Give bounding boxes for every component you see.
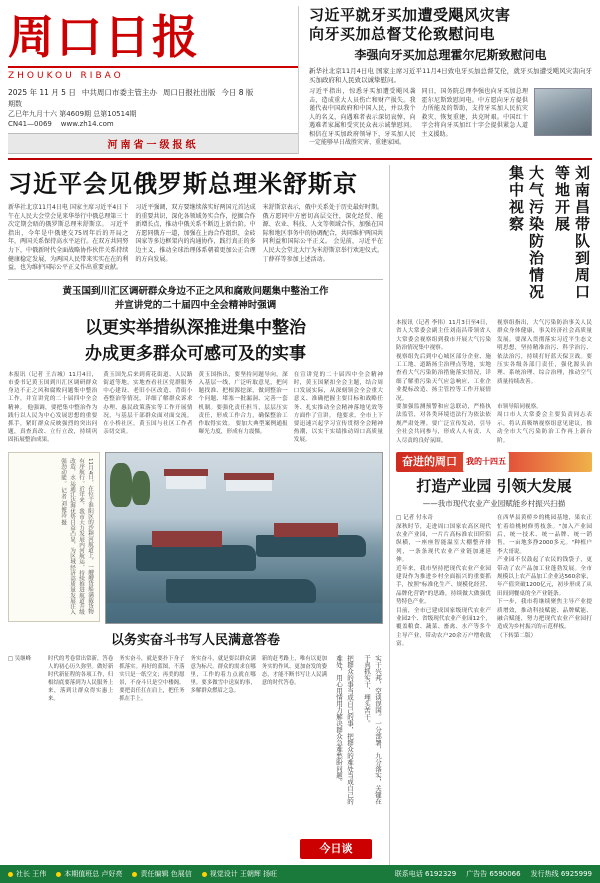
lead-col2: 习近平强调，双方要继续落实好两国元首达成的重要共识，深化各领域务实合作，挖掘合作新增长点，推动中俄关系不断迈上新台阶。中方愿同俄方一道，加强在上海合作组织、金砖国家等多边框架内的沟通协作，践行真正的多边主义，推动全球治理体系朝着更加公正合理的方向发展。 [135,204,256,263]
masthead-publisher: 周口日报社出版 [162,88,216,97]
right-body-top [396,319,592,403]
photo-caption: 11月4日，在位于淮阳区的沙颍河航道上，一艘艘货船满载货物有序航行。近年来，我市大力发展内河航运，持续推进航道升级改造，水运通江达海优势日益凸显，为区域经济高质量发展注入强劲动能。 记者 刘俊涛 摄 [8,452,100,622]
promo-body [396,514,592,649]
right-body-6: 周口市人大常委会主要负责同志表示，将认真吸纳视察组意见建议，推动全市大气污染防治工作再上新台阶。 [497,412,592,444]
bottom-headline: 以务实奋斗书写人民满意答卷 [110,632,280,648]
top-headline-columns [309,88,592,148]
second-kicker-line2: 并宣讲党的二十届四中全会精神时强调 [114,299,277,311]
right-body-bottom [396,403,592,445]
bullet-icon [132,872,137,877]
second-col3: 黄玉国指出，要坚持问题导向，深入基层一线，广泛听取意见，把问题找准、把根源挖深，做到整治一个问题、堵塞一批漏洞、完善一套机制。要强化责任担当，层层压实责任，形成工作合力，确保整治工作取得实效。 要加大典型案例通报曝光力度，形成有力震慑。 [198,371,288,436]
masthead [8,6,592,160]
top-headline-dateline: 新华社北京11月4日电 国家主席习近平11月4日致电牙买加总督艾伦，就牙买加遭受飓风灾害向牙买加政府和人民致以诚挚慰问。 [309,67,592,84]
bottom-body [8,655,383,805]
promo-banner-title: 奋进的周口 [402,455,457,469]
top-headline-col1: 习近平指出，惊悉牙买加遭受飓风袭击，造成重大人员伤亡和财产损失。我谨代表中国政府和中国人民，并以我个人的名义，向遇难者表示深切哀悼，向遇难者家属和受灾民众表示诚挚慰问。相信在牙买加政府领导下，牙买加人民一定能够早日战胜灾害、重建家园。 [309,88,416,146]
promo-subhead: ——我市现代农业产业园赋能乡村振兴扫描 [422,499,566,509]
masthead-cn-code: CN41—0069 [8,120,52,128]
promo-p6: 下一步，我市将继续聚焦主导产业提质增效，推动科技赋能、品牌赋能、融合赋能，努力把现代农业产业园打造成为乡村振兴的示范样板。 [497,599,592,631]
right-headline-line1: 刘南昌带队到周口等地开展 [553,165,591,301]
footer-item-3: 视觉设计 王朝辉 扬旺 [202,869,277,879]
masthead-sponsor: 中共周口市委主管主办 [81,88,157,97]
newspaper-pinyin: ZHOUKOU RIBAO [8,71,124,81]
top-headline-line1: 习近平就牙买加遭受飓风灾害 [309,6,511,24]
bullet-icon [8,872,13,877]
photo-block [8,452,383,624]
masthead-rule [8,66,298,68]
promo-banner [396,452,592,472]
promo-byline: □ 记者 付永奇 [396,515,433,522]
lead-col3: 米舒斯京表示，俄中关系处于历史最好时期。俄方愿同中方密切高层交往，深化经贸、能源、农业、科技、人文等领域合作，加强在国际和地区事务中的协调配合，共同维护两国共同利益和国际公平正义。 会见前，习近平在人民大会堂北大厅为米舒斯京举行欢迎仪式。丁薛祥等参加上述活动。 [262,204,383,263]
footer-item-5: 广告告 6590066 [466,870,521,878]
right-column [389,165,592,865]
masthead-meta [8,87,298,98]
lead-body [8,204,383,273]
top-headline-photo [534,88,592,136]
lead-col1: 新华社北京11月4日电 国家主席习近平4日下午在人民大会堂会见来华举行中俄总理第三十次定期会晤的俄罗斯总理米舒斯京。 习近平指出，今年是中俄建交75周年后的开局之年，两国关系保持高水平运行。在双方共同努力下，中俄新时代全面战略协作伙伴关系持续健康稳定发展，为两国人民带来实实在在的利益，也为维护国际公平正义作出重要贡献。 [8,204,129,272]
masthead-date: 2025 年 11 月 5 日 [8,88,76,97]
bottom-col4: 新的赶考路上，唯有以更加务实的作风、更加奋发的姿态，才能不断书写让人民满意的时代答卷。 [261,655,327,686]
divider-1 [8,279,383,280]
right-body-5: 市领导陪同视察。 [497,404,542,411]
main-column [8,165,389,865]
footer-item-2: 责任编辑 色展信 [132,869,191,879]
promo-headline: 打造产业园 引领大发展 [416,477,572,496]
masthead-right [298,6,592,154]
right-body-2: 视察组先后到中心城区部分企业、施工工地、道路扬尘治理点等地，实地查看大气污染防治措施落实情况，详细了解重污染天气应急响应、工业企业提标改造、扬尘管控等工作开展情况。 [396,353,491,402]
bottom-vertical-quote-1: 把群众的事当成自己的事，把群众的难处当成自己的难处，用心用情用力解决群众急难愁盼问题。 [335,654,354,805]
bottom-col2: 务实奋斗，就是要扑下身子抓落实。再好的蓝图，不落实只是一纸空文；再美的愿景，不奋斗只是空中楼阁。要把责任扛在肩上，把任务抓在手上。 [119,655,185,702]
bullet-icon [56,872,61,877]
right-body-3: 视察组指出，大气污染防治事关人民群众身体健康，事关经济社会高质量发展。要深入贯彻落实习近平生态文明思想，坚持精准治污、科学治污、依法治污，持续打好蓝天保卫战。要压实各级各部门责任，强化源头治理、系统治理、综合治理，推动空气质量持续改善。 [497,320,592,385]
footer-item-0: 社长 王伟 [8,869,46,879]
lead-headline: 习近平会见俄罗斯总理米舒斯京 [8,169,358,198]
masthead-pages: 今日 8 版 [221,88,254,97]
second-headline-line1: 以更实举措纵深推进集中整治 [85,317,306,338]
masthead-strip: 河南省一级报纸 [8,133,298,154]
main-grid [8,165,592,865]
second-col1: 本报讯（记者 王吉城）11月4日，市委书记黄玉国到川汇区调研群众身边不正之风和腐败问题集中整治工作，并宣讲党的二十届四中全会精神。 他强调，要把集中整治作为践行以人民为中心发展思想的重要抓手，紧盯群众反映强烈的突出问题，真查真改、立行立改，持续巩固拓展整治成果。 [8,371,98,444]
jinri-tan-logo: 今日谈 [300,839,372,859]
photo-image [105,452,383,624]
promo-p5: 产业园不仅鼓起了农民的钱袋子，更带动了农产品加工业蓬勃发展。全市规模以上农产品加工企业达560余家，年产值突破1200亿元，初步形成了从田间到餐桌的全产业链条。 [497,557,592,597]
second-body [8,371,383,445]
masthead-left [8,6,298,154]
second-col2: 黄玉国先后来到荷花街道、人民路街道等地，实地查看社区党群服务中心建设、老旧小区改造、背街小巷整治等情况，详细了解群众诉求办理、惠民政策落实等工作开展情况，与基层干部群众面对面交流。 在小桥社区，黄玉国与社区工作者亲切交谈。 [103,371,193,436]
newspaper-title: 周口日报 [8,10,200,64]
promo-p1: 深秋时节，走进周口国家农高区现代农业产业园，一片片高标准农田阡陌纵横，一座座智能温室大棚整齐排列，一条条现代农业产业链加速延伸。 [396,523,491,564]
masthead-issue-label: 期数 [8,100,22,108]
top-headline-secondary: 李强向牙买加总理霍尔尼斯致慰问电 [354,48,547,62]
top-headline-col2: 同日，国务院总理李强也向牙买加总理霍尔尼斯致慰问电。中方愿向牙方提供力所能及的帮助，支持牙买加人民抗灾救灾、恢复重建，共克时艰。中国红十字会将向牙买加红十字会提供紧急人道主义援助。 [421,88,528,138]
footer-item-4: 联系电话 6192329 [394,870,457,878]
bottom-vertical-quote-2: 实干兴邦，空谈误国。一分部署，九分落实，关键在于真抓实干、埋头苦干。 [363,654,382,805]
right-body-4: 要加强监测预警和应急联动，严格执法监管，对各类环境违法行为依法依规严肃处理。要广泛宣传发动，引导全社会共同参与，形成人人有责、人人尽责的良好氛围。 [396,404,491,444]
promo-p4: 在西华县黄桥乡的桃园基地，果农正忙着给桃树修剪枝条。"加入产业园后，统一技术、统一品牌、统一销售，一亩地多挣2000多元。"种植户李大哥说。 [497,515,592,555]
bottom-col1: 时代的考卷常出常新，答卷人的初心历久弥坚。做好新时代新征程的各项工作，归根结底要落到为人民服务上来，落到让群众得实惠上来。 [48,655,114,702]
second-kicker-line1: 黄玉国到川汇区调研群众身边不正之风和腐败问题集中整治工作 [62,285,329,297]
right-headline-group [396,165,592,315]
bullet-icon [202,872,207,877]
promo-banner-tag: 我的十四五 [463,452,509,472]
right-headline-line2: 大气污染防治情况集中视察 [507,165,545,301]
masthead-lunar: 乙巳年九月十六 第4609期 总第10514期 [8,110,137,118]
footer-item-1: 本期值班总 卢好亮 [56,869,122,879]
promo-p3: 目前，全市已建成国家级现代农业产业园2个、省级现代农业产业园12个，覆盖粮食、蔬菜、畜禽、水产等多个主导产业，带动农户20余万户增收致富。 [396,607,491,648]
footer-item-6: 发行热线 6925999 [530,870,592,878]
second-headline-line2: 办成更多群众可感可及的实事 [85,343,306,364]
footer-bar [0,865,600,883]
promo-p2: 近年来，我市坚持把现代农业产业园建设作为推进乡村全面振兴的重要抓手，按照"标准化生产、规模化经营、品牌化营销"的思路，持续做大做强优势特色产业。 [396,565,491,606]
right-body-1: 本报讯（记者 李伟）11月3日至4日，省人大常委会副主任刘南昌带领省人大常委会视察组到我市开展大气污染防治情况集中视察。 [396,320,491,352]
bottom-col3: 务实奋斗，就是要以群众满意为标尺。群众的需求在哪里，工作的着力点就在哪里。要多做雪中送炭的事，多解群众燃眉之急。 [190,655,256,694]
promo-continuation: （下转第二版） [497,632,537,639]
bottom-byline: □ 吴继峰 [8,655,31,662]
top-headline-line2: 向牙买加总督艾伦致慰问电 [309,25,496,43]
masthead-website[interactable]: www.zh14.com [60,120,114,128]
second-col4: 在宣讲党的二十届四中全会精神时，黄玉国紧扣全会主题，结合周口发展实际，从深刻领会全会重大意义、准确把握主要目标和战略任务、扎实推动全会精神落地见效等方面作了宣讲。 他要求，全市上下要迅速兴起学习宣传贯彻全会精神热潮，以实干实绩推动周口高质量发展。 [293,371,383,444]
